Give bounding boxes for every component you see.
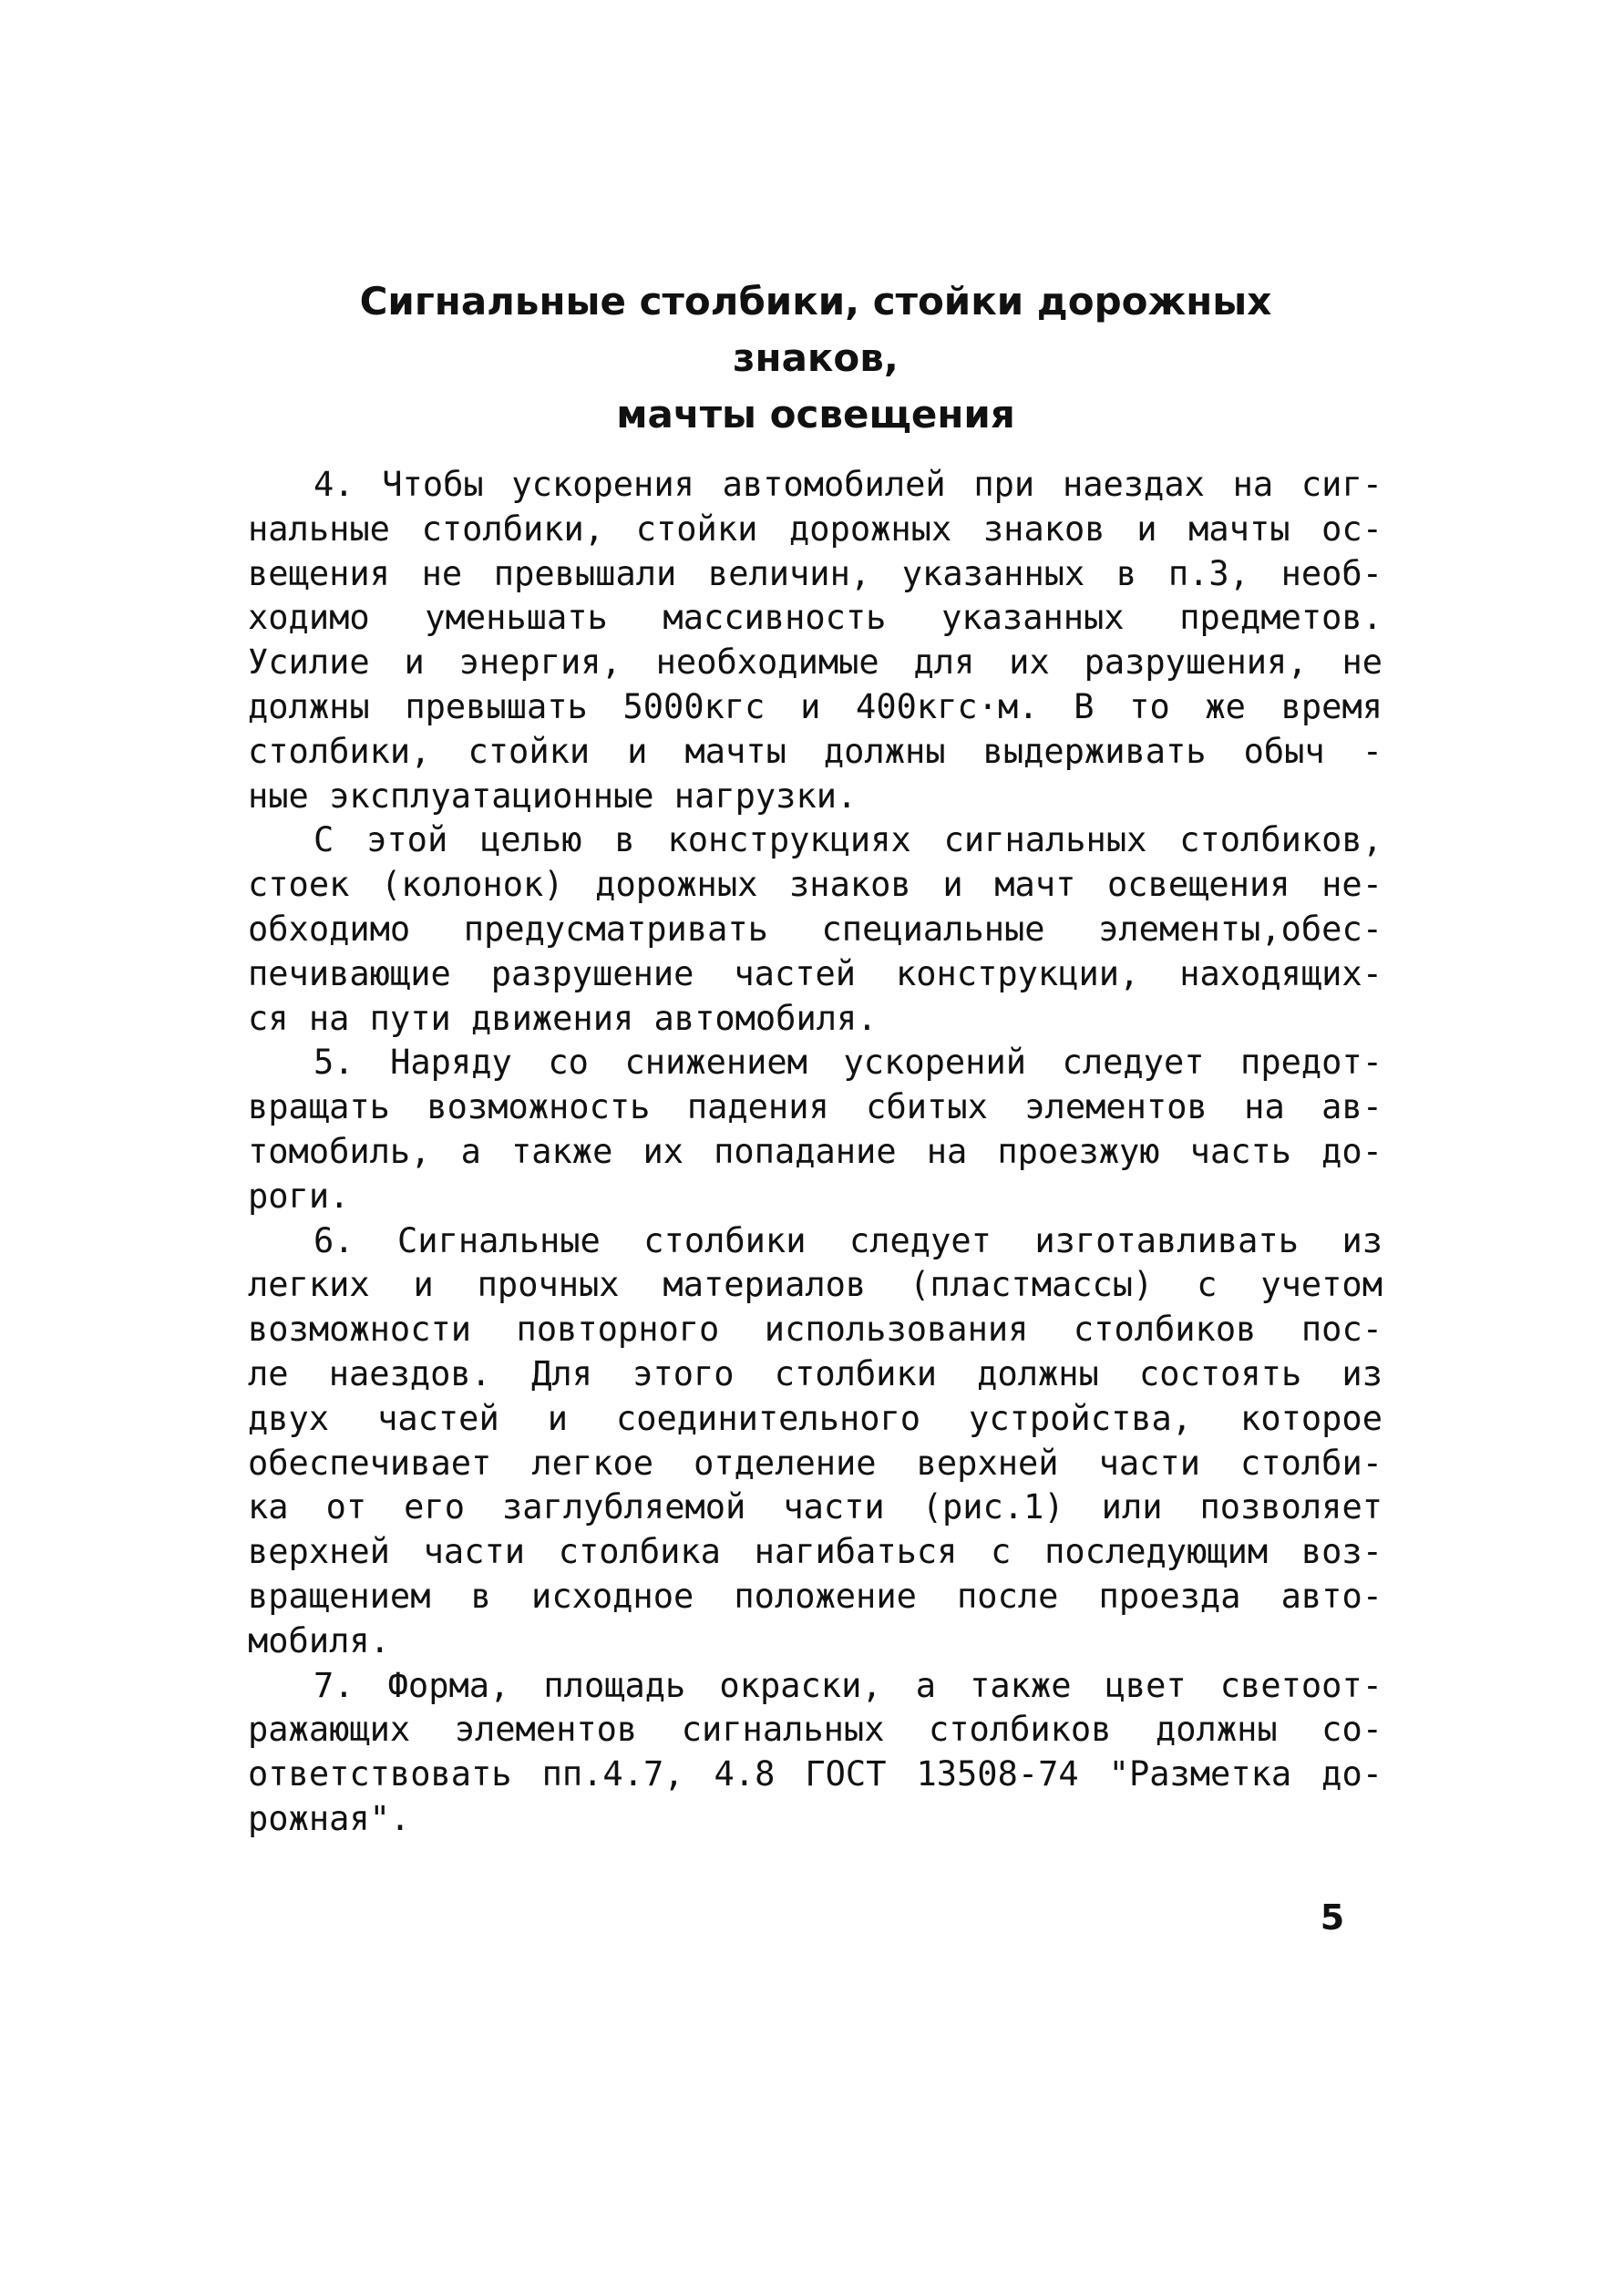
text-line: 6. Сигнальные столбики следует изготавливать из (313, 1220, 1382, 1260)
text-line: вещения не превышали величин, указанных в п.3, необ- (248, 553, 1382, 593)
text-line: обходимо предусматривать специальные элементы,обес- (248, 909, 1382, 949)
text-line: обеспечивает легкое отделение верхней части столби- (248, 1443, 1382, 1483)
text-line: печивающие разрушение частей конструкции, находящих- (248, 953, 1382, 993)
text-line: ответствовать пп.4.7, 4.8 ГОСТ 13508-74 "Разметка до- (248, 1754, 1382, 1794)
paragraph-6 (248, 1219, 1382, 1664)
text-line: 4. Чтобы ускорения автомобилей при наездах на сиг- (313, 465, 1382, 504)
page-number: 5 (1320, 1897, 1345, 1938)
text-line: ходимо уменьшать массивность указанных предметов. (248, 598, 1382, 638)
text-line: ле наездов. Для этого столбики должны состоять из (248, 1353, 1382, 1393)
text-line: Усилие и энергия, необходимые для их разрушения, не (248, 643, 1382, 683)
section-title-line-2: мачты освещения (616, 392, 1015, 437)
body-text (248, 463, 1382, 1842)
text-line: роги. (248, 1176, 350, 1216)
text-line: вращать возможность падения сбитых элементов на ав- (248, 1087, 1382, 1127)
text-line: рожная". (248, 1798, 411, 1838)
text-line: стоек (колонок) дорожных знаков и мачт освещения не- (248, 865, 1382, 905)
text-line: ные эксплуатационные нагрузки. (248, 776, 858, 816)
text-line: легких и прочных материалов (пластмассы) с учетом (248, 1265, 1382, 1305)
text-line: 7. Форма, площадь окраски, а также цвет светоот- (313, 1665, 1382, 1705)
text-line: ражающих элементов сигнальных столбиков должны со- (248, 1710, 1382, 1750)
text-line: С этой целью в конструкциях сигнальных столбиков, (313, 820, 1382, 860)
text-line: нальные столбики, стойки дорожных знаков и мачты ос- (248, 509, 1382, 549)
text-line: томобиль, а также их попадание на проезжую часть до- (248, 1131, 1382, 1171)
text-line: столбики, стойки и мачты должны выдерживать обыч - (248, 731, 1382, 771)
paragraph-7 (248, 1664, 1382, 1842)
text-line: 5. Наряду со снижением ускорений следует предот- (313, 1043, 1382, 1083)
text-line: мобиля. (248, 1620, 390, 1660)
text-line: двух частей и соединительного устройства, которое (248, 1398, 1382, 1438)
text-line: верхней части столбика нагибаться с последующим воз- (248, 1532, 1382, 1572)
text-line: ка от его заглубляемой части (рис.1) или позволяет (248, 1487, 1382, 1527)
text-line: ся на пути движения автомобиля. (248, 998, 878, 1038)
text-line: возможности повторного использования столбиков пос- (248, 1310, 1382, 1350)
section-title-line-1: Сигнальные столбики, стойки дорожных знаков, (359, 279, 1272, 380)
text-line: вращением в исходное положение после проезда авто- (248, 1576, 1382, 1616)
paragraph-4-continued (248, 818, 1382, 1041)
text-line: должны превышать 5000кгс и 400кгс·м. В то же время (248, 686, 1382, 726)
section-title (301, 273, 1331, 443)
paragraph-5 (248, 1041, 1382, 1218)
paragraph-4 (248, 463, 1382, 818)
